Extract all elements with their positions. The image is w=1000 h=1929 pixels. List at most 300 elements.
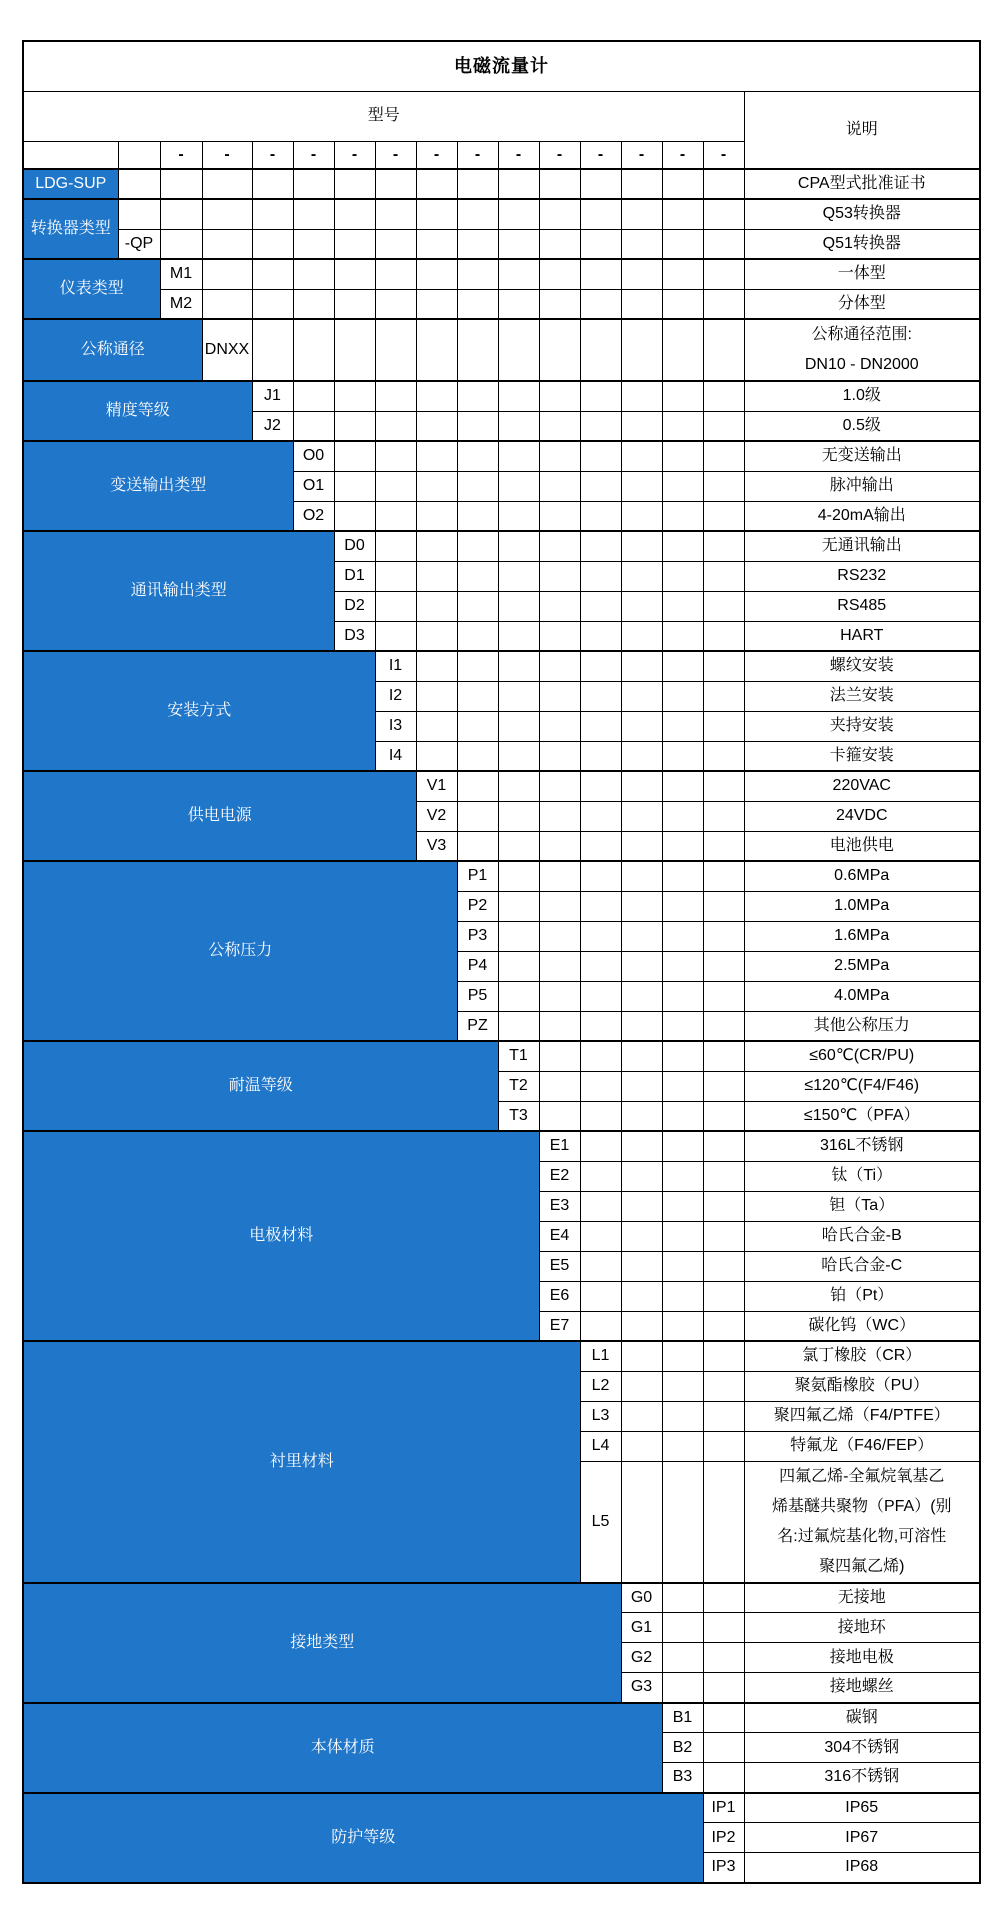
empty-cell xyxy=(621,951,662,981)
empty-cell xyxy=(662,259,703,289)
empty-cell xyxy=(457,381,498,411)
table-row xyxy=(23,1341,980,1371)
empty-cell xyxy=(334,381,375,411)
empty-cell xyxy=(703,651,744,681)
empty-cell xyxy=(621,711,662,741)
empty-cell xyxy=(703,1461,744,1583)
empty-cell xyxy=(662,1011,703,1041)
empty-cell xyxy=(539,741,580,771)
empty-cell xyxy=(580,741,621,771)
empty-cell xyxy=(621,531,662,561)
empty-cell xyxy=(539,381,580,411)
description-cell: Q53转换器 xyxy=(744,199,980,229)
empty-cell xyxy=(662,621,703,651)
empty-cell xyxy=(703,1161,744,1191)
code-cell: G2 xyxy=(621,1643,662,1673)
code-cell: I2 xyxy=(375,681,416,711)
description-cell xyxy=(744,1461,980,1583)
model-separator-dash: - xyxy=(202,141,252,169)
empty-cell xyxy=(703,199,744,229)
empty-cell xyxy=(662,501,703,531)
empty-cell xyxy=(457,591,498,621)
empty-cell xyxy=(703,319,744,381)
empty-cell xyxy=(621,1341,662,1371)
empty-cell xyxy=(580,681,621,711)
table-row xyxy=(23,1793,980,1823)
empty-cell xyxy=(375,561,416,591)
empty-cell xyxy=(498,651,539,681)
code-cell: D3 xyxy=(334,621,375,651)
empty-cell xyxy=(621,1131,662,1161)
empty-cell xyxy=(498,501,539,531)
description-line: DN10 - DN2000 xyxy=(804,356,919,373)
description-cell: 接地电极 xyxy=(744,1643,980,1673)
table-row xyxy=(23,771,980,801)
empty-cell xyxy=(662,169,703,199)
empty-cell xyxy=(703,169,744,199)
empty-cell xyxy=(539,289,580,319)
empty-cell xyxy=(621,861,662,891)
description-cell: 接地螺丝 xyxy=(744,1673,980,1703)
description-line: 名:过氟烷基化物,可溶性 xyxy=(777,1527,947,1545)
empty-cell xyxy=(334,501,375,531)
category-cell: 公称压力 xyxy=(23,861,457,1041)
empty-cell xyxy=(498,591,539,621)
empty-cell xyxy=(539,1041,580,1071)
empty-cell xyxy=(580,621,621,651)
empty-cell xyxy=(703,771,744,801)
empty-cell xyxy=(662,591,703,621)
empty-cell xyxy=(252,259,293,289)
table-row xyxy=(23,229,980,259)
empty-cell xyxy=(621,921,662,951)
description-cell: 氯丁橡胶（CR） xyxy=(744,1341,980,1371)
code-cell: J1 xyxy=(252,381,293,411)
table-row xyxy=(23,441,980,471)
empty-cell xyxy=(580,801,621,831)
description-header-cell: 说明 xyxy=(744,91,980,169)
empty-cell xyxy=(498,621,539,651)
description-cell: 法兰安装 xyxy=(744,681,980,711)
empty-cell xyxy=(252,319,293,381)
page-title: 电磁流量计 xyxy=(23,41,980,91)
model-separator-dash: - xyxy=(293,141,334,169)
empty-cell xyxy=(580,591,621,621)
model-separator-dash: - xyxy=(539,141,580,169)
empty-cell xyxy=(662,771,703,801)
description-cell: RS232 xyxy=(744,561,980,591)
empty-cell xyxy=(580,1191,621,1221)
code-cell: B3 xyxy=(662,1763,703,1793)
empty-cell xyxy=(416,711,457,741)
empty-cell xyxy=(662,1161,703,1191)
empty-cell xyxy=(334,169,375,199)
empty-cell xyxy=(498,981,539,1011)
empty-cell xyxy=(662,831,703,861)
empty-cell xyxy=(703,1401,744,1431)
empty-cell xyxy=(580,651,621,681)
description-cell: 其他公称压力 xyxy=(744,1011,980,1041)
empty-cell xyxy=(457,621,498,651)
empty-cell xyxy=(703,1733,744,1763)
empty-cell xyxy=(662,1613,703,1643)
code-cell: D0 xyxy=(334,531,375,561)
empty-cell xyxy=(621,801,662,831)
empty-cell xyxy=(703,501,744,531)
empty-cell xyxy=(662,1041,703,1071)
empty-cell xyxy=(580,169,621,199)
empty-cell xyxy=(703,1041,744,1071)
code-cell: T2 xyxy=(498,1071,539,1101)
empty-cell xyxy=(621,1461,662,1583)
empty-cell xyxy=(580,711,621,741)
code-cell: I1 xyxy=(375,651,416,681)
code-cell: -QP xyxy=(118,229,160,259)
empty-cell xyxy=(703,471,744,501)
description-cell: 316L不锈钢 xyxy=(744,1131,980,1161)
empty-cell xyxy=(539,501,580,531)
empty-cell xyxy=(621,771,662,801)
empty-cell xyxy=(703,1131,744,1161)
empty-cell xyxy=(662,711,703,741)
empty-cell xyxy=(621,1101,662,1131)
empty-cell xyxy=(580,1041,621,1071)
description-cell: 1.6MPa xyxy=(744,921,980,951)
empty-cell xyxy=(539,651,580,681)
empty-cell xyxy=(621,259,662,289)
empty-cell xyxy=(703,741,744,771)
description-cell: 聚四氟乙烯（F4/PTFE） xyxy=(744,1401,980,1431)
description-cell: 哈氏合金-B xyxy=(744,1221,980,1251)
empty-cell xyxy=(662,1583,703,1613)
empty-cell xyxy=(662,681,703,711)
empty-cell xyxy=(621,1161,662,1191)
empty-cell xyxy=(703,411,744,441)
empty-cell xyxy=(621,381,662,411)
empty-cell xyxy=(662,981,703,1011)
empty-cell xyxy=(662,1341,703,1371)
empty-cell xyxy=(703,441,744,471)
empty-cell xyxy=(252,169,293,199)
code-cell: T3 xyxy=(498,1101,539,1131)
model-separator-dash: - xyxy=(416,141,457,169)
empty-cell xyxy=(539,711,580,741)
description-cell: 无通讯输出 xyxy=(744,531,980,561)
empty-cell xyxy=(662,891,703,921)
empty-cell xyxy=(703,621,744,651)
empty-cell xyxy=(580,319,621,381)
empty-cell xyxy=(703,1281,744,1311)
empty-cell xyxy=(662,199,703,229)
empty-cell xyxy=(621,501,662,531)
empty-cell xyxy=(293,289,334,319)
empty-cell xyxy=(539,259,580,289)
code-cell: G3 xyxy=(621,1673,662,1703)
model-separator-dash: - xyxy=(498,141,539,169)
empty-cell xyxy=(703,1101,744,1131)
category-cell: 通讯输出类型 xyxy=(23,531,334,651)
empty-cell xyxy=(416,561,457,591)
description-line: 聚四氟乙烯) xyxy=(819,1557,905,1575)
description-cell: 碳化钨（WC） xyxy=(744,1311,980,1341)
model-separator-dash: - xyxy=(334,141,375,169)
empty-cell xyxy=(580,1071,621,1101)
category-cell: LDG-SUP xyxy=(23,169,118,199)
description-cell: 无接地 xyxy=(744,1583,980,1613)
code-cell: J2 xyxy=(252,411,293,441)
empty-cell xyxy=(252,289,293,319)
code-cell: P2 xyxy=(457,891,498,921)
empty-cell xyxy=(621,319,662,381)
empty-cell xyxy=(160,229,202,259)
empty-cell xyxy=(621,741,662,771)
empty-cell xyxy=(160,169,202,199)
table-row xyxy=(23,319,980,381)
empty-cell xyxy=(662,741,703,771)
empty-cell xyxy=(662,1131,703,1161)
empty-cell xyxy=(703,861,744,891)
description-cell: 接地环 xyxy=(744,1613,980,1643)
code-cell: P3 xyxy=(457,921,498,951)
empty-cell xyxy=(539,981,580,1011)
description-cell: Q51转换器 xyxy=(744,229,980,259)
model-header-row xyxy=(23,91,980,141)
empty-cell xyxy=(662,1071,703,1101)
empty-cell xyxy=(580,1311,621,1341)
empty-cell xyxy=(498,831,539,861)
empty-cell xyxy=(703,711,744,741)
empty-cell xyxy=(703,1311,744,1341)
empty-cell xyxy=(621,1011,662,1041)
empty-cell xyxy=(580,1161,621,1191)
description-cell: 304不锈钢 xyxy=(744,1733,980,1763)
empty-cell xyxy=(375,259,416,289)
description-cell: 脉冲输出 xyxy=(744,471,980,501)
empty-cell xyxy=(539,591,580,621)
empty-cell xyxy=(580,1221,621,1251)
empty-cell xyxy=(621,411,662,441)
empty-cell xyxy=(539,411,580,441)
empty-cell xyxy=(416,621,457,651)
empty-cell xyxy=(662,319,703,381)
empty-cell xyxy=(498,381,539,411)
category-cell: 公称通径 xyxy=(23,319,202,381)
empty-cell xyxy=(498,1011,539,1041)
description-cell: 无变送输出 xyxy=(744,441,980,471)
category-cell: 转换器类型 xyxy=(23,199,118,259)
empty-cell xyxy=(703,1583,744,1613)
empty-cell xyxy=(416,651,457,681)
empty-cell xyxy=(580,229,621,259)
code-cell: E4 xyxy=(539,1221,580,1251)
empty-cell xyxy=(498,471,539,501)
empty-cell xyxy=(703,1191,744,1221)
description-cell: CPA型式批准证书 xyxy=(744,169,980,199)
empty-cell xyxy=(621,441,662,471)
empty-cell xyxy=(580,861,621,891)
empty-cell xyxy=(662,1221,703,1251)
empty-cell xyxy=(662,951,703,981)
description-cell: RS485 xyxy=(744,591,980,621)
empty-cell xyxy=(202,199,252,229)
empty-cell xyxy=(703,259,744,289)
empty-cell xyxy=(621,651,662,681)
empty-cell xyxy=(662,1401,703,1431)
empty-cell xyxy=(703,921,744,951)
empty-cell xyxy=(662,1251,703,1281)
empty-cell xyxy=(293,381,334,411)
empty-cell xyxy=(457,831,498,861)
description-cell: 碳钢 xyxy=(744,1703,980,1733)
model-separator-dash: - xyxy=(662,141,703,169)
description-cell: HART xyxy=(744,621,980,651)
code-cell: E7 xyxy=(539,1311,580,1341)
empty-cell xyxy=(252,229,293,259)
description-cell xyxy=(744,319,980,381)
empty-cell xyxy=(375,289,416,319)
empty-cell xyxy=(416,501,457,531)
category-cell: 供电电源 xyxy=(23,771,416,861)
description-cell: 一体型 xyxy=(744,259,980,289)
empty-cell xyxy=(662,1461,703,1583)
description-cell: 0.6MPa xyxy=(744,861,980,891)
empty-cell xyxy=(580,981,621,1011)
code-cell: P5 xyxy=(457,981,498,1011)
empty-cell xyxy=(498,441,539,471)
empty-cell xyxy=(375,621,416,651)
code-cell: E6 xyxy=(539,1281,580,1311)
description-cell: ≤150℃（PFA） xyxy=(744,1101,980,1131)
code-cell: IP1 xyxy=(703,1793,744,1823)
empty-cell xyxy=(703,1673,744,1703)
empty-cell xyxy=(457,561,498,591)
model-separator-dash: - xyxy=(457,141,498,169)
empty-cell xyxy=(703,1431,744,1461)
empty-cell xyxy=(621,981,662,1011)
empty-cell xyxy=(375,169,416,199)
category-cell: 电极材料 xyxy=(23,1131,539,1341)
empty-cell xyxy=(498,801,539,831)
empty-cell xyxy=(498,229,539,259)
empty-cell xyxy=(375,381,416,411)
empty-cell xyxy=(621,471,662,501)
empty-cell xyxy=(375,531,416,561)
code-cell: V3 xyxy=(416,831,457,861)
category-cell: 仪表类型 xyxy=(23,259,160,319)
table-row xyxy=(23,169,980,199)
empty-cell xyxy=(202,259,252,289)
description-cell: 哈氏合金-C xyxy=(744,1251,980,1281)
empty-cell xyxy=(416,441,457,471)
empty-cell xyxy=(662,1431,703,1461)
empty-cell xyxy=(375,441,416,471)
empty-cell xyxy=(703,1221,744,1251)
code-cell: G1 xyxy=(621,1613,662,1643)
empty-cell xyxy=(662,921,703,951)
category-cell: 耐温等级 xyxy=(23,1041,498,1131)
description-cell: 4-20mA输出 xyxy=(744,501,980,531)
empty-cell xyxy=(539,531,580,561)
empty-cell xyxy=(498,771,539,801)
empty-cell xyxy=(703,1763,744,1793)
empty-cell xyxy=(621,1191,662,1221)
code-cell: E5 xyxy=(539,1251,580,1281)
empty-cell xyxy=(375,471,416,501)
table-row xyxy=(23,1041,980,1071)
empty-cell xyxy=(539,169,580,199)
category-cell: 本体材质 xyxy=(23,1703,662,1793)
empty-cell xyxy=(580,471,621,501)
empty-cell xyxy=(375,591,416,621)
empty-cell xyxy=(703,1371,744,1401)
table-row xyxy=(23,1131,980,1161)
empty-cell xyxy=(498,411,539,441)
description-cell: IP65 xyxy=(744,1793,980,1823)
empty-cell xyxy=(457,259,498,289)
empty-cell xyxy=(498,741,539,771)
description-cell: 分体型 xyxy=(744,289,980,319)
code-cell: V1 xyxy=(416,771,457,801)
description-cell: IP68 xyxy=(744,1853,980,1883)
empty-cell xyxy=(580,921,621,951)
code-cell: D1 xyxy=(334,561,375,591)
description-cell: 螺纹安装 xyxy=(744,651,980,681)
category-cell: 安装方式 xyxy=(23,651,375,771)
empty-cell xyxy=(580,561,621,591)
empty-cell xyxy=(703,591,744,621)
empty-cell xyxy=(703,1251,744,1281)
empty-cell xyxy=(539,441,580,471)
empty-cell xyxy=(662,289,703,319)
empty-cell xyxy=(703,681,744,711)
empty-cell xyxy=(621,591,662,621)
empty-cell xyxy=(539,861,580,891)
empty-cell xyxy=(621,1311,662,1341)
empty-cell xyxy=(580,531,621,561)
empty-cell xyxy=(457,169,498,199)
empty-cell xyxy=(498,259,539,289)
empty-cell xyxy=(23,141,118,169)
model-separator-dash: - xyxy=(160,141,202,169)
empty-cell xyxy=(580,289,621,319)
empty-cell xyxy=(662,1643,703,1673)
empty-cell xyxy=(334,259,375,289)
empty-cell xyxy=(416,289,457,319)
empty-cell xyxy=(703,831,744,861)
empty-cell xyxy=(334,289,375,319)
description-cell: 电池供电 xyxy=(744,831,980,861)
empty-cell xyxy=(580,831,621,861)
model-separator-dash: - xyxy=(621,141,662,169)
empty-cell xyxy=(662,1311,703,1341)
empty-cell xyxy=(457,441,498,471)
empty-cell xyxy=(662,1281,703,1311)
empty-cell xyxy=(457,289,498,319)
empty-cell xyxy=(703,229,744,259)
table-row xyxy=(23,531,980,561)
empty-cell xyxy=(498,561,539,591)
empty-cell xyxy=(457,531,498,561)
model-separator-dash: - xyxy=(375,141,416,169)
model-separator-dash: - xyxy=(580,141,621,169)
empty-cell xyxy=(662,1101,703,1131)
empty-cell xyxy=(334,471,375,501)
empty-cell xyxy=(416,681,457,711)
empty-cell xyxy=(375,411,416,441)
empty-cell xyxy=(539,229,580,259)
empty-cell xyxy=(293,169,334,199)
empty-cell xyxy=(416,381,457,411)
